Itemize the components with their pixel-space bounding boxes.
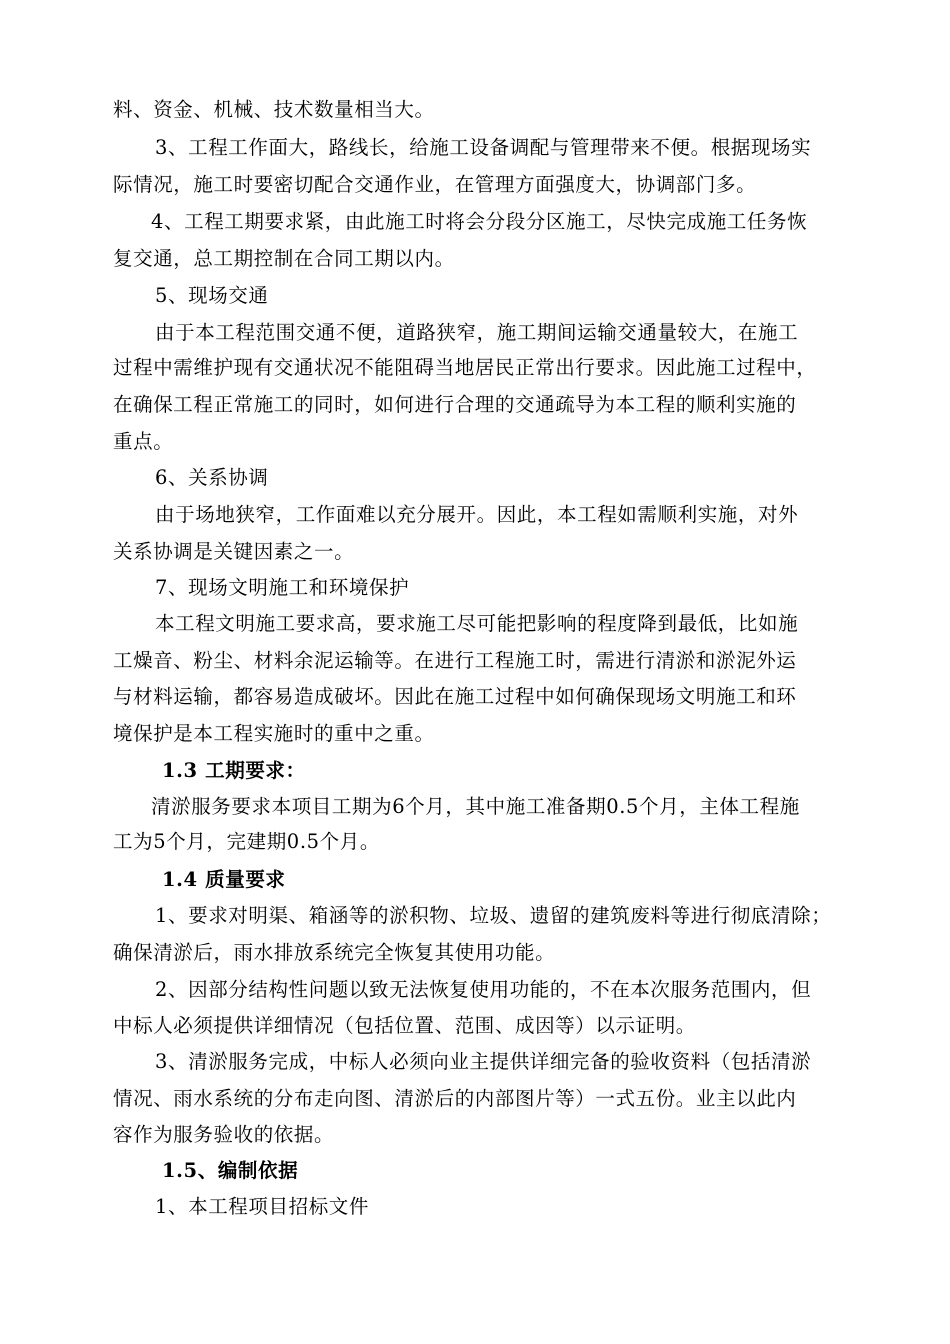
paragraph-line: 过程中需维护现有交通状况不能阻碍当地居民正常出行要求。因此施工过程中， [113, 356, 817, 379]
paragraph-line: 清淤服务要求本项目工期为6个月，其中施工准备期0.5个月，主体工程施 [151, 795, 800, 818]
paragraph-line: 与材料运输，都容易造成破坏。因此在施工过程中如何确保现场文明施工和环 [113, 685, 797, 708]
paragraph-line: 1、本工程项目招标文件 [155, 1195, 370, 1218]
paragraph-line: 容作为服务验收的依据。 [113, 1123, 335, 1146]
paragraph-line: 重点。 [113, 430, 174, 453]
paragraph-line: 境保护是本工程实施时的重中之重。 [113, 722, 435, 745]
paragraph-line: 由于本工程范围交通不便，道路狭窄，施工期间运输交通量较大，在施工 [155, 321, 799, 344]
section-heading-1-5: 1.5、编制依据 [162, 1159, 299, 1182]
paragraph-line: 工燥音、粉尘、材料余泥运输等。在进行工程施工时，需进行清淤和淤泥外运 [113, 649, 797, 672]
paragraph-line: 情况、雨水系统的分布走向图、清淤后的内部图片等）一式五份。业主以此内 [113, 1087, 797, 1110]
paragraph-line: 关系协调是关键因素之一。 [113, 540, 355, 563]
paragraph-line: 确保清淤后，雨水排放系统完全恢复其使用功能。 [113, 941, 556, 964]
paragraph-line: 在确保工程正常施工的同时，如何进行合理的交通疏导为本工程的顺利实施的 [113, 393, 797, 416]
paragraph-line: 中标人必须提供详细情况（包括位置、范围、成因等）以示证明。 [113, 1014, 696, 1037]
paragraph-line: 2、因部分结构性问题以致无法恢复使用功能的，不在本次服务范围内，但 [155, 978, 812, 1001]
paragraph-line: 际情况，施工时要密切配合交通作业，在管理方面强度大，协调部门多。 [113, 173, 757, 196]
paragraph-line: 4、工程工期要求紧，由此施工时将会分段分区施工，尽快完成施工任务恢 [151, 210, 808, 233]
paragraph-line: 1、要求对明渠、箱涵等的淤积物、垃圾、遗留的建筑废料等进行彻底清除； [155, 904, 832, 927]
section-heading-1-3: 1.3 工期要求： [162, 759, 306, 782]
paragraph-line: 工为5个月，完建期0.5个月。 [113, 830, 380, 853]
section-heading: 6、关系协调 [155, 466, 269, 489]
paragraph-line: 3、工程工作面大，路线长，给施工设备调配与管理带来不便。根据现场实 [155, 136, 812, 159]
paragraph-line: 料、资金、机械、技术数量相当大。 [113, 98, 435, 121]
paragraph-line: 本工程文明施工要求高，要求施工尽可能把影响的程度降到最低，比如施 [155, 612, 799, 635]
paragraph-line: 由于场地狭窄，工作面难以充分展开。因此，本工程如需顺利实施，对外 [155, 503, 799, 526]
paragraph-line: 3、清淤服务完成，中标人必须向业主提供详细完备的验收资料（包括清淤 [155, 1050, 812, 1073]
section-heading: 5、现场交通 [155, 284, 269, 307]
section-heading-1-4: 1.4 质量要求 [162, 868, 286, 891]
paragraph-line: 复交通，总工期控制在合同工期以内。 [113, 247, 455, 270]
section-heading: 7、现场文明施工和环境保护 [155, 576, 410, 599]
